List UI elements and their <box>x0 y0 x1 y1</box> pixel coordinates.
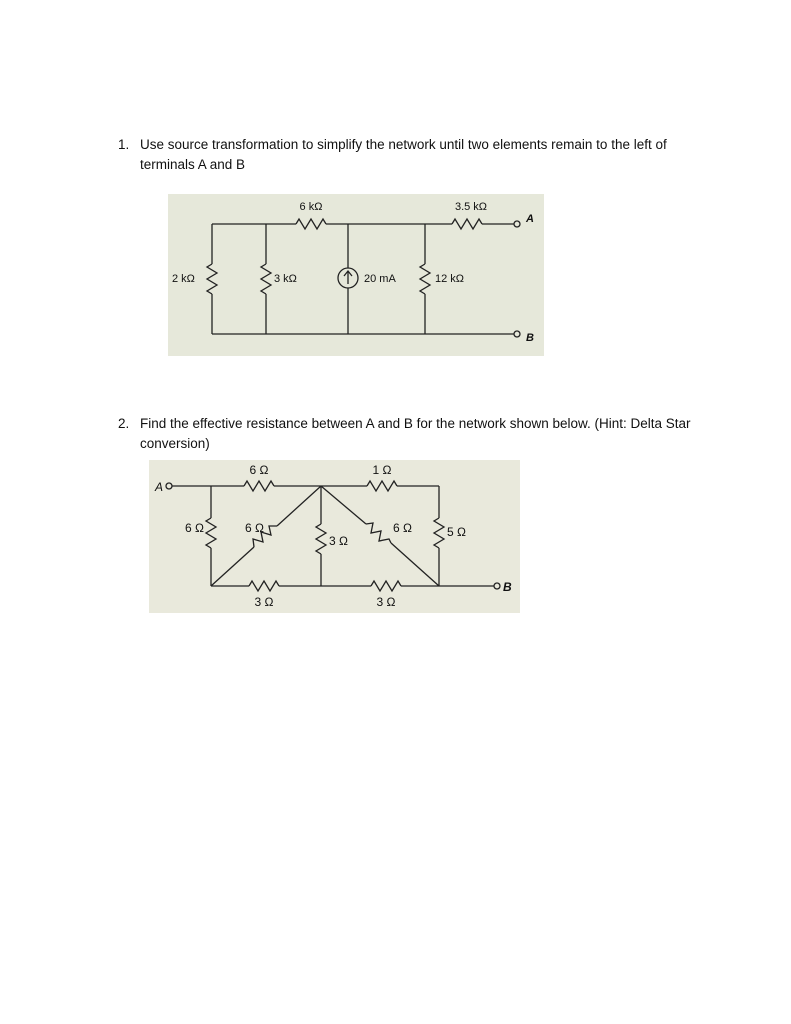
label-12k: 12 kΩ <box>435 273 465 285</box>
label-center-3: 3 Ω <box>329 534 348 548</box>
label-diag-left-6: 6 Ω <box>245 521 264 535</box>
question-number: 1. <box>118 137 130 152</box>
label-left-6: 6 Ω <box>185 521 204 535</box>
label-bottom-right-3: 3 Ω <box>376 595 396 609</box>
terminal-b: B <box>526 332 534 344</box>
circuit-figure-1 <box>168 194 544 356</box>
resistor-center-3 <box>316 524 326 554</box>
terminal-b: B <box>503 580 512 594</box>
label-3-5k: 3.5 kΩ <box>454 201 488 213</box>
label-bottom-left-3: 3 Ω <box>254 595 274 609</box>
resistor-bottom-left-3 <box>249 581 279 591</box>
label-2k: 2 kΩ <box>172 273 195 285</box>
resistor-3-5k <box>452 219 482 229</box>
label-3k: 3 kΩ <box>274 273 297 285</box>
label-top-6: 6 Ω <box>249 463 269 477</box>
resistor-top-1 <box>367 481 397 491</box>
circuit-diagram-1 <box>168 194 544 356</box>
resistor-12k <box>420 264 430 294</box>
circuit-figure-2 <box>149 460 520 613</box>
label-20ma: 20 mA <box>364 273 396 285</box>
resistor-left-6 <box>206 518 216 548</box>
label-top-1: 1 Ω <box>372 463 392 477</box>
label-6k: 6 kΩ <box>299 201 323 213</box>
resistor-2k <box>207 264 217 294</box>
circuit-diagram-2 <box>149 460 520 613</box>
label-diag-right-6: 6 Ω <box>393 521 412 535</box>
resistor-diag-right-6 <box>366 523 391 543</box>
resistor-right-5 <box>434 518 444 548</box>
resistor-6k <box>296 219 326 229</box>
question-text: Find the effective resistance between A and B for the network shown below. (Hint: Delta Star conversion) <box>140 416 691 451</box>
terminal-a: A <box>155 480 164 494</box>
question-text: Use source transformation to simplify the network until two elements remain to the left of terminals A and B <box>140 137 667 172</box>
terminal-a: A <box>526 213 534 225</box>
resistor-bottom-right-3 <box>371 581 401 591</box>
question-number: 2. <box>118 416 130 431</box>
resistor-top-6 <box>244 481 274 491</box>
label-right-5: 5 Ω <box>447 525 466 539</box>
resistor-3k <box>261 264 271 294</box>
